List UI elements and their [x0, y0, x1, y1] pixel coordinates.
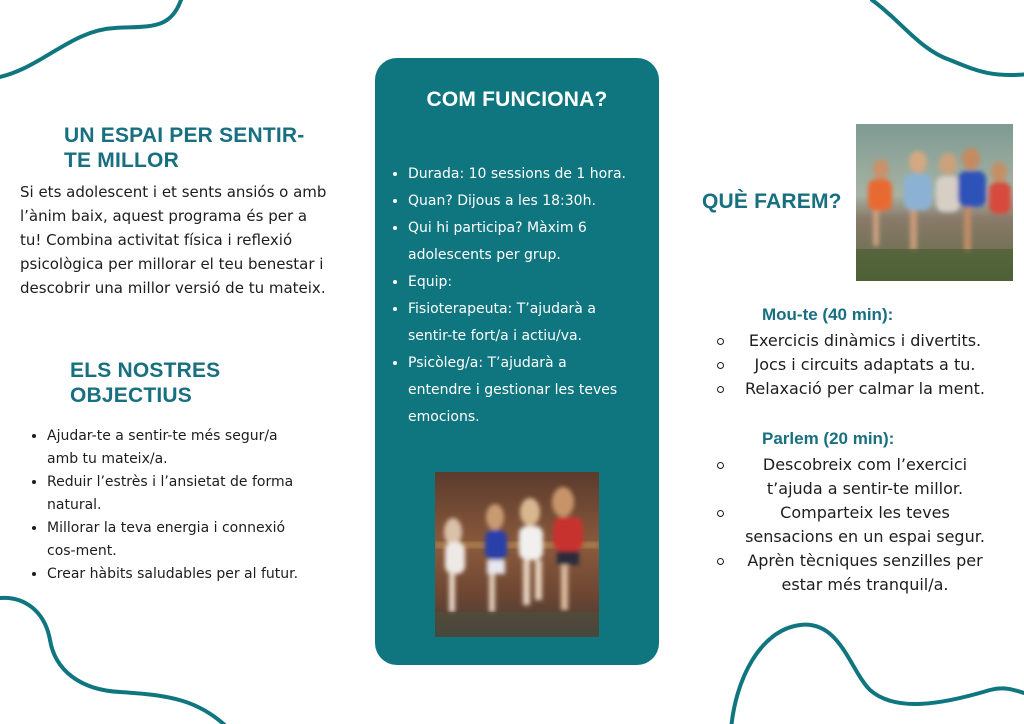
- how-it-works-panel: [375, 58, 659, 665]
- intro-line: psicològica per millorar el teu benestar i: [20, 255, 324, 273]
- intro-line: tu! Combina activitat física i reflexió: [20, 231, 293, 249]
- talk-group-title: Parlem (20 min):: [762, 429, 895, 448]
- girls-running-image: [435, 472, 599, 637]
- left-title-line: UN ESPAI PER SENTIR-: [64, 124, 305, 147]
- how-item: • Equip:: [408, 269, 670, 296]
- what-we-do-title: QUÈ FAREM?: [702, 190, 842, 213]
- how-it-works-title: COM FUNCIONA?: [426, 88, 608, 111]
- intro-line: l’ànim baix, aquest programa és per a: [20, 207, 308, 225]
- how-item: • Fisioterapeuta: T’ajudarà a sentir-te fort/a i actiu/va.: [408, 296, 670, 350]
- hollow-bullet-icon: [717, 558, 724, 565]
- boys-running-image: [856, 124, 1013, 281]
- boys-running-photo: [856, 124, 1013, 281]
- move-activity: Relaxació per calmar la ment.: [720, 377, 1010, 401]
- talk-activity: Descobreix com l’exercici t’ajuda a sentir-te millor.: [720, 453, 1010, 501]
- intro-text: [20, 180, 326, 300]
- objectives-title-line: OBJECTIUS: [70, 384, 192, 407]
- objectives-title: [70, 358, 220, 408]
- how-it-works-list: [391, 161, 670, 431]
- intro-line: descobrir una millor versió de tu mateix.: [20, 279, 326, 297]
- hollow-bullet-icon: [717, 386, 724, 393]
- move-activities-list: [720, 329, 1010, 401]
- wave-bottom-right: [731, 625, 1024, 724]
- wave-bottom-left: [0, 598, 230, 724]
- objectives-title-line: ELS NOSTRES: [70, 359, 221, 382]
- how-item: • Psicòleg/a: T’ajudarà a entendre i gestionar les teves emocions.: [408, 350, 670, 431]
- objective-item: • Crear hàbits saludables per al futur.: [47, 563, 347, 586]
- objectives-list: [20, 425, 347, 586]
- how-item: • Quan? Dijous a les 18:30h.: [408, 188, 670, 215]
- hollow-bullet-icon: [717, 510, 724, 517]
- move-activity: Exercicis dinàmics i divertits.: [720, 329, 1010, 353]
- objective-item: • Millorar la teva energia i connexió cos-ment.: [47, 517, 347, 563]
- left-title-line: TE MILLOR: [64, 149, 179, 172]
- girls-running-photo: [435, 472, 599, 637]
- hollow-bullet-icon: [717, 462, 724, 469]
- wave-top-left: [0, 0, 181, 78]
- how-item: • Qui hi participa? Màxim 6 adolescents per grup.: [408, 215, 670, 269]
- talk-activities-list: [720, 453, 1010, 597]
- hollow-bullet-icon: [717, 338, 724, 345]
- move-activity: Jocs i circuits adaptats a tu.: [720, 353, 1010, 377]
- objective-item: • Reduir l’estrès i l’ansietat de forma natural.: [47, 471, 347, 517]
- left-title: [64, 123, 304, 173]
- move-group-title: Mou-te (40 min):: [762, 305, 894, 324]
- how-item: • Durada: 10 sessions de 1 hora.: [408, 161, 670, 188]
- wave-top-right: [872, 0, 1024, 75]
- talk-activity: Aprèn tècniques senzilles per estar més tranquil/a.: [720, 549, 1010, 597]
- intro-line: Si ets adolescent i et sents ansiós o amb: [20, 183, 327, 201]
- talk-activity: Comparteix les teves sensacions en un espai segur.: [720, 501, 1010, 549]
- hollow-bullet-icon: [717, 362, 724, 369]
- objective-item: • Ajudar-te a sentir-te més segur/a amb tu mateix/a.: [47, 425, 347, 471]
